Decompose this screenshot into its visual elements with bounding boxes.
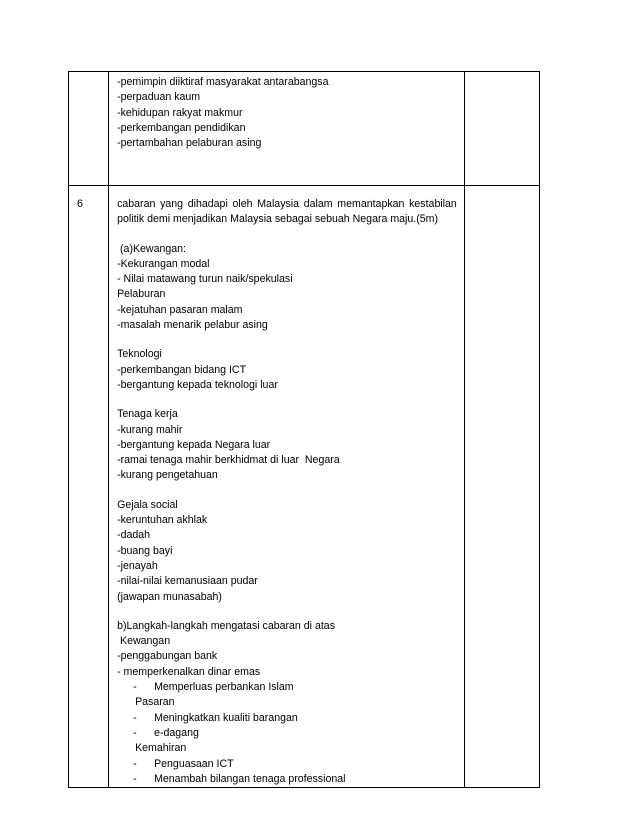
list-item: - Nilai matawang turun naik/spekulasi bbox=[117, 273, 293, 286]
list-item: -perkembangan bidang ICT bbox=[117, 363, 247, 376]
list-item: -jenayah bbox=[117, 559, 158, 572]
section-heading: Kemahiran bbox=[135, 742, 187, 755]
number-cell bbox=[69, 186, 109, 788]
list-item: - e-dagang bbox=[117, 726, 457, 741]
list-item: -pemimpin diiktiraf masyarakat antarabangsa bbox=[117, 76, 329, 88]
list-item: -Kekurangan modal bbox=[117, 257, 210, 270]
list-item: -kehidupan rakyat makmur bbox=[117, 106, 243, 119]
list-item: - Memperluas perbankan Islam bbox=[117, 680, 457, 695]
list-item: Pelaburan bbox=[117, 288, 166, 301]
list-item: -dadah bbox=[117, 529, 151, 542]
marks-cell bbox=[464, 186, 539, 788]
bullet-dash: - bbox=[133, 772, 137, 785]
section-heading: (a)Kewangan: bbox=[117, 242, 186, 255]
list-item: - memperkenalkan dinar emas bbox=[117, 665, 261, 678]
question-number: 6 bbox=[77, 198, 83, 210]
list-item: -pertambahan pelaburan asing bbox=[117, 137, 262, 150]
list-item: -bergantung kepada teknologi luar bbox=[117, 378, 278, 391]
list-item: -kurang mahir bbox=[117, 423, 183, 436]
list-item: -nilai-nilai kemanusiaan pudar bbox=[117, 575, 258, 588]
list-item: -masalah menarik pelabur asing bbox=[117, 319, 268, 332]
section-heading: Tenaga kerja bbox=[117, 408, 178, 421]
list-item: -ramai tenaga mahir berkhidmat di luar Negara bbox=[117, 454, 340, 467]
table-row bbox=[69, 186, 540, 788]
section-heading: b)Langkah-langkah mengatasi cabaran di atas bbox=[117, 619, 335, 632]
list-item: -keruntuhan akhlak bbox=[117, 514, 208, 527]
list-item: -penggabungan bank bbox=[117, 650, 218, 663]
section-heading: Gejala social bbox=[117, 498, 178, 511]
number-cell bbox=[69, 72, 109, 186]
answer-cell bbox=[109, 72, 465, 186]
list-item: (jawapan munasabah) bbox=[117, 590, 222, 603]
answer-scheme-table bbox=[68, 71, 540, 788]
bullet-dash: - bbox=[133, 681, 137, 694]
answer-cell bbox=[109, 186, 465, 788]
list-item: -kurang pengetahuan bbox=[117, 469, 218, 482]
list-item: -perkembangan pendidikan bbox=[117, 121, 246, 134]
question-text: politik demi menjadikan Malaysia sebagai sebuah Negara maju.(5m) bbox=[117, 213, 438, 226]
list-item: - Menambah bilangan tenaga professional bbox=[117, 772, 457, 787]
bullet-dash: - bbox=[133, 726, 137, 739]
list-item: - Penguasaan ICT bbox=[117, 757, 457, 772]
list-item: -buang bayi bbox=[117, 544, 173, 557]
list-item: -perpaduan kaum bbox=[117, 91, 201, 104]
list-item: - Meningkatkan kualiti barangan bbox=[117, 711, 457, 726]
question-text: cabaran yang dihadapi oleh Malaysia dalam memantapkan kestabilan bbox=[117, 198, 457, 210]
bullet-dash: - bbox=[133, 711, 137, 724]
table-row bbox=[69, 72, 540, 186]
list-item: -bergantung kepada Negara luar bbox=[117, 438, 271, 451]
bullet-dash: - bbox=[133, 757, 137, 770]
section-heading: Pasaran bbox=[135, 696, 175, 709]
section-heading: Kewangan bbox=[117, 635, 171, 648]
section-heading: Teknologi bbox=[117, 348, 162, 361]
marks-cell bbox=[464, 72, 539, 186]
list-item: -kejatuhan pasaran malam bbox=[117, 303, 243, 316]
